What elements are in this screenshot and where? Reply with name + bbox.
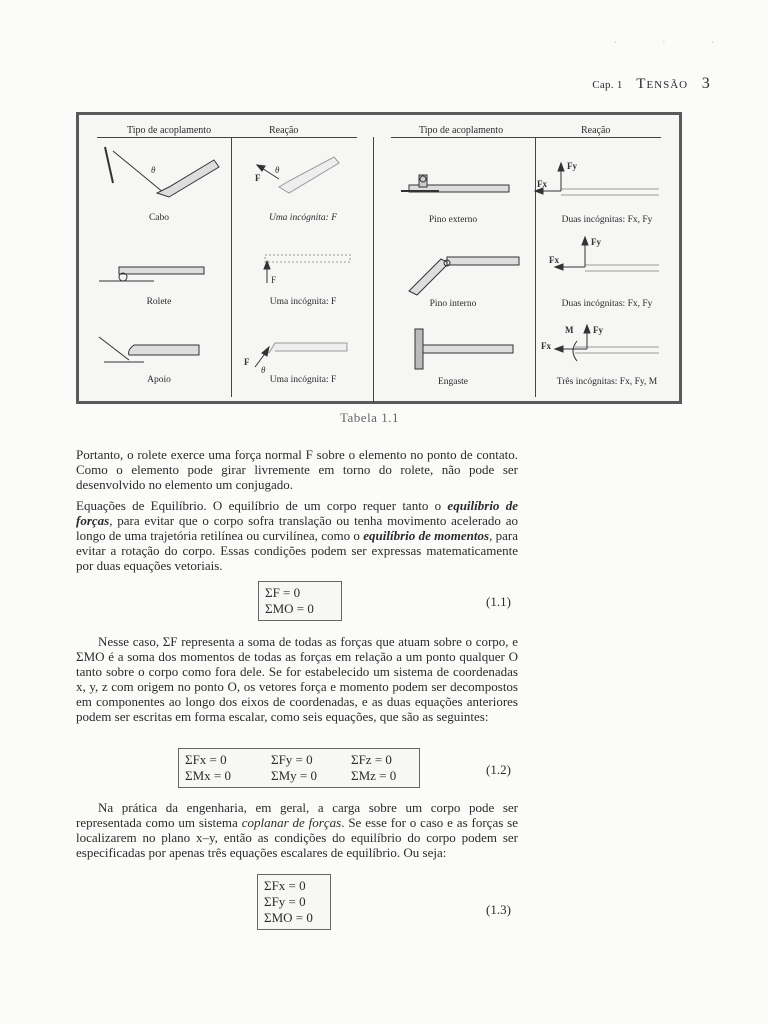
col-head-reaction-1: Reação bbox=[269, 125, 299, 136]
type-apoio: Apoio bbox=[147, 375, 171, 385]
p4-text-a: Na prática da engenharia, em geral, a carga sobre um corpo pode ser representada como um sistema bbox=[76, 800, 518, 830]
chapter-label: Cap. 1 bbox=[592, 79, 623, 91]
type-pino-externo: Pino externo bbox=[428, 215, 478, 225]
eq-1-3-line-3: ΣMO = 0 bbox=[264, 910, 313, 925]
term-equilibrio-forcas: equilíbrio de forças bbox=[76, 498, 518, 528]
force-label-apoio: F bbox=[244, 357, 250, 367]
chapter-title: Tensão bbox=[636, 76, 689, 92]
eq-1-2-fx: ΣFx = 0 bbox=[185, 752, 227, 767]
force-label-rolete: F bbox=[271, 275, 277, 285]
table-caption: Tabela 1.1 bbox=[340, 410, 399, 425]
eq-1-2-mx: ΣMx = 0 bbox=[185, 768, 231, 783]
theta-label-apoio: θ bbox=[261, 365, 266, 375]
paragraph-equilibrio bbox=[76, 498, 518, 573]
col-head-type-2: Tipo de acoplamento bbox=[419, 125, 504, 136]
p2-text-c: , para evitar que o corpo sofra translação ou tenha movimento acelerado ao longo de uma trajetória retilínea ou curvilínea, como o bbox=[76, 513, 518, 543]
equation-1-3 bbox=[257, 874, 331, 930]
paragraph-coplanar bbox=[76, 800, 518, 860]
eq-1-3-line-2: ΣFy = 0 bbox=[264, 894, 306, 909]
equation-1-2 bbox=[178, 748, 420, 788]
m-label-engaste: M bbox=[565, 325, 574, 335]
col-head-reaction-2: Reação bbox=[581, 125, 611, 136]
eq-1-2-mz: ΣMz = 0 bbox=[351, 768, 397, 783]
type-pino-interno: Pino interno bbox=[429, 299, 477, 309]
type-rolete: Rolete bbox=[146, 297, 172, 307]
section-heading-equilibrio: Equações de Equilíbrio. bbox=[76, 498, 207, 513]
eq-1-2-fz: ΣFz = 0 bbox=[351, 752, 392, 767]
paragraph-somatorio: Nesse caso, ΣF representa a soma de todas as forças que atuam sobre o corpo, e ΣMO é a soma dos momentos de todas as forças em relação a um ponto qualquer O tanto sobre o corpo como fora dele. Se for estabelecido um sistema de coordenadas x, y, z com origem no ponto O, os vetores força e momento podem ser decompostos em componentes ao longo dos eixos de coordenadas, e as duas equações anteriores podem ser escritas em forma escalar, como seis equações, que são as seguintes: bbox=[76, 634, 518, 724]
theta-label-cabo: θ bbox=[151, 165, 156, 175]
type-engaste: Engaste bbox=[437, 377, 469, 387]
page-number: 3 bbox=[701, 75, 710, 92]
equation-1-1 bbox=[258, 581, 342, 621]
force-label-cabo: F bbox=[255, 173, 261, 183]
support-table bbox=[76, 112, 682, 404]
fx-label-pino-externo: Fx bbox=[537, 179, 547, 189]
reaction-engaste: Três incógnitas: Fx, Fy, M bbox=[556, 377, 658, 387]
reaction-rolete: Uma incógnita: F bbox=[269, 297, 337, 307]
term-coplanar: coplanar de forças bbox=[241, 815, 342, 830]
term-equilibrio-momentos: equilíbrio de momentos bbox=[363, 528, 490, 543]
eq-1-2-fy: ΣFy = 0 bbox=[271, 752, 313, 767]
fx-label-pino-interno: Fx bbox=[549, 255, 559, 265]
paragraph-rolete: Portanto, o rolete exerce uma força normal F sobre o elemento no ponto de contato. Como o elemento pode girar livremente em torno do rolete, não pode ser desenvolvido no elemento um conjugado. bbox=[76, 447, 518, 492]
fy-label-pino-interno: Fy bbox=[591, 237, 601, 247]
fy-label-pino-externo: Fy bbox=[567, 161, 577, 171]
type-cabo: Cabo bbox=[148, 213, 170, 223]
eq-1-2-my: ΣMy = 0 bbox=[271, 768, 317, 783]
p2-text-a: O equilíbrio de um corpo requer tanto o bbox=[206, 498, 448, 513]
reaction-pino-externo: Duas incógnitas: Fx, Fy bbox=[561, 215, 653, 225]
table-diagrams bbox=[79, 115, 679, 401]
fx-label-engaste: Fx bbox=[541, 341, 551, 351]
p2-text-e: , para evitar a rotação do corpo. Essas condições podem ser expressas matematicamente por duas equações vetoriais. bbox=[76, 528, 519, 573]
eq-1-1-line-2: ΣMO = 0 bbox=[265, 601, 314, 616]
p4-text-c: . Se esse for o caso e as forças se localizarem no plano x–y, então as condições do equilíbrio do corpo podem ser especificadas por apenas três equações escalares de equilíbrio. Ou seja: bbox=[76, 815, 518, 860]
equation-number-1-1: (1.1) bbox=[486, 594, 511, 609]
fy-label-engaste: Fy bbox=[593, 325, 603, 335]
theta-label-cabo-reaction: θ bbox=[275, 165, 280, 175]
equation-number-1-3: (1.3) bbox=[486, 902, 511, 917]
equation-number-1-2: (1.2) bbox=[486, 762, 511, 777]
eq-1-3-line-1: ΣFx = 0 bbox=[264, 878, 306, 893]
reaction-pino-interno: Duas incógnitas: Fx, Fy bbox=[561, 299, 653, 309]
col-head-type-1: Tipo de acoplamento bbox=[127, 125, 212, 136]
reaction-apoio: Uma incógnita: F bbox=[269, 375, 337, 385]
eq-1-1-line-1: ΣF = 0 bbox=[265, 585, 301, 600]
scan-dots: · · · bbox=[614, 38, 736, 47]
page-header bbox=[592, 75, 710, 93]
reaction-cabo: Uma incógnita: F bbox=[268, 213, 338, 223]
